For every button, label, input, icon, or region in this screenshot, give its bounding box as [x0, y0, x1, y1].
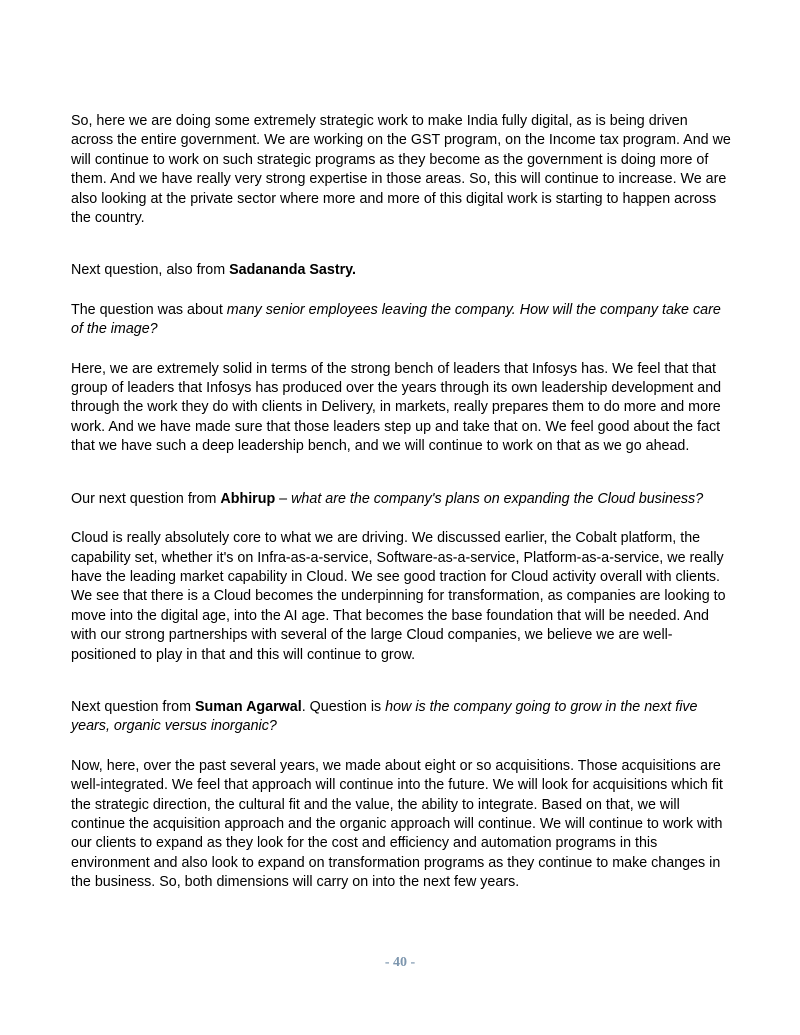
question-italic: many senior employees leaving the company. How will the company take care of the image? — [71, 301, 721, 338]
question-italic: what are the company's plans on expanding the Cloud business? — [291, 490, 704, 507]
question-intro-4 — [71, 698, 733, 737]
answer-paragraph-2: Here, we are extremely solid in terms of the strong bench of leaders that Infosys has. We feel that that group of leaders that Infosys has produced over the years through its own leadership development and through the work they do with clients in Delivery, in markets, really prepares them to do more and more work. And we have made sure that those leaders step up and take that on. We feel good about the fact that we have such a deep leadership bench, and we will continue to work on that as we go ahead. — [71, 360, 722, 455]
questioner-name: Suman Agarwal — [194, 698, 302, 715]
question-prefix: Next question, also from — [71, 262, 230, 279]
question-prefix: Our next question from — [71, 490, 221, 507]
question-italic: how is the company going to grow in the next five years, organic versus inorganic? — [71, 698, 698, 735]
answer-paragraph-4: Now, here, over the past several years, we made about eight or so acquisitions. Those acquisitions are well-integrated. We feel that approach will continue into the future. We will look for acquisitions which fit the strategic direction, the cultural fit and the value, the ability to integrate. Based on that, we will continue the acquisition approach and the organic approach will continue. We will continue to work with our clients to expand as they look for the cost and efficiency and automation programs in this environment and also look to expand on transformation programs as they continue to make changes in the business. So, both dimensions will carry on into the next few years. — [71, 757, 723, 891]
question-text-2 — [71, 301, 733, 340]
answer-paragraph-1: So, here we are doing some extremely strategic work to make India fully digital, as is being driven across the entire government. We are working on the GST program, on the Income tax program. And we will continue to work on such strategic programs as they become as the government is doing more of them. And we have really very strong expertise in those areas. So, this will continue to increase. We are also looking at the private sector where more and more of this digital work is starting to happen across the country. — [71, 113, 731, 227]
answer-paragraph-3: Cloud is really absolutely core to what we are driving. We discussed earlier, the Cobalt platform, the capability set, whether it's on Infra-as-a-service, Software-as-a-service, Platform-as-a-service, we really have the leading market capability in Cloud. We see good traction for Cloud activity overall with clients. We see that there is a Cloud becomes the underpinning for transformation, as companies are looking to move into the digital age, into the AI age. That becomes the base foundation that will be needed. And with our strong partnerships with several of the large Cloud companies, we believe we are well-positioned to play in that and this will continue to grow. — [71, 530, 726, 663]
question-intro-3 — [71, 490, 733, 509]
transcript-body — [71, 112, 733, 893]
questioner-name: Abhirup — [220, 490, 276, 507]
question-dash: – — [275, 490, 292, 507]
question-mid: . Question is — [301, 698, 386, 715]
question-intro-2 — [71, 261, 733, 280]
questioner-name: Sadananda Sastry. — [229, 262, 357, 279]
question-prefix: Next question from — [71, 698, 195, 715]
page-number: - 40 - — [384, 955, 416, 970]
question-body-prefix: The question was about — [71, 301, 227, 318]
